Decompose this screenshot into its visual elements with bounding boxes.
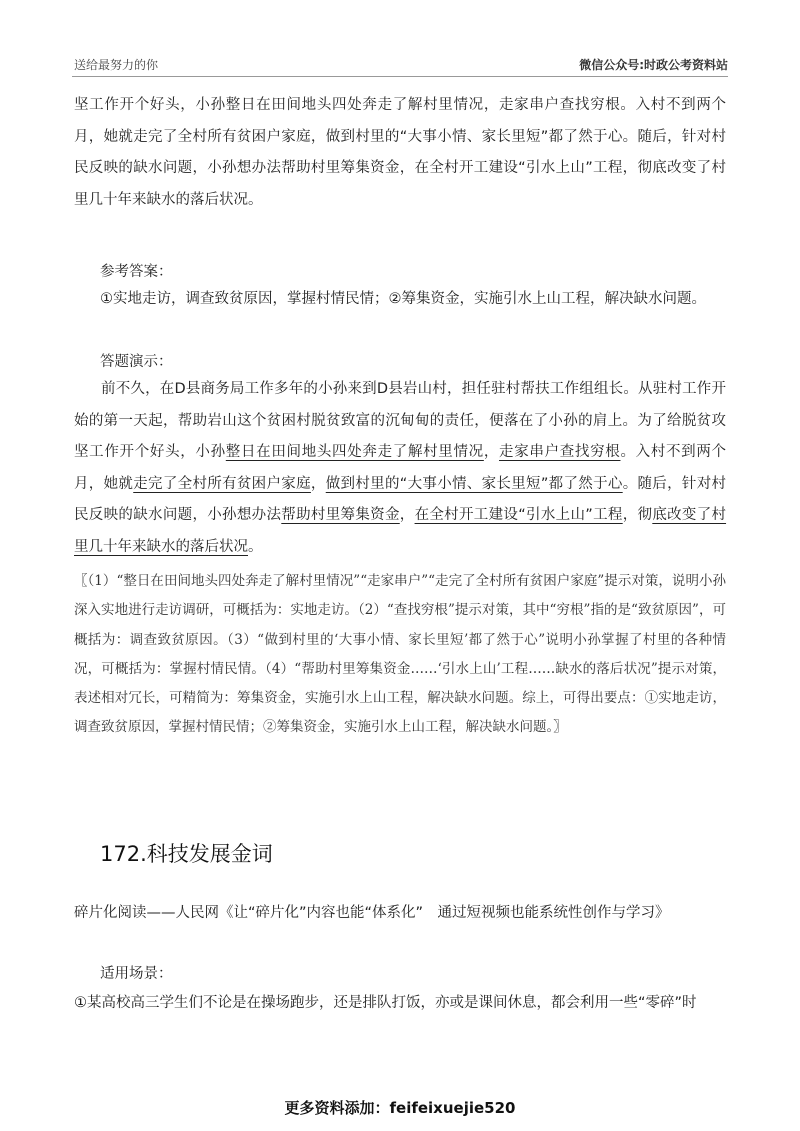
reference-label: 参考答案： (100, 264, 173, 280)
demo-paragraph (74, 374, 726, 563)
intro-paragraph: 坚工作开个好头，小孙整日在田间地头四处奔走了解村里情况，走家串户查找穷根。入村不到两个月，她就走完了全村所有贫困户家庭，做到村里的“大事小情、家长里短”都了然于心。随后，针对村民反映的缺水问题，小孙想办法帮助村里筹集资金，在全村开工建设“引水上山”工程，彻底改变了村里几十年来缺水的落后状况。 (74, 97, 726, 208)
demo-segment: ， (483, 444, 500, 460)
demo-segment: 。入村不到两个月，她就 (74, 444, 727, 492)
section-source: 碎片化阅读——人民网《让“碎片化”内容也能“体系化” 通过短视频也能系统性创作与学习》 (74, 905, 670, 921)
header-right-text: 微信公众号:时政公考资料站 (579, 58, 728, 72)
scene-text: ①某高校高三学生们不论是在操场跑步，还是排队打饭，亦或是课间休息，都会利用一些“零碎”时 (74, 995, 697, 1011)
demo-segment: 前不久，在D县商务局工作多年的小孙来到D县岩山村，担任驻村帮扶工作组组长。从驻村工作开始的第一天起，帮助岩山这个贫困村脱贫致富的沉甸甸的责任，便落在了小孙的肩上。为了给脱贫攻坚工作开个好头，小孙 (74, 381, 726, 460)
demo-underlined-segment: 走完了全村所有贫困户家庭 (133, 475, 311, 492)
header-left-text: 送给最努力的你 (74, 58, 159, 72)
demo-segment: 。 (248, 538, 263, 555)
demo-label: 答题演示： (100, 354, 173, 370)
demo-underlined-segment: 帮助村里筹集资金 (281, 507, 400, 523)
demo-underlined-segment: 做到村里的“大事小情、家长里短”都了然于心 (325, 475, 623, 492)
analysis-paragraph: 〖（1）“整日在田间地头四处奔走了解村里情况”“走家串户”“走完了全村所有贫困户家庭”提示对策，说明小孙深入实地进行走访调研，可概括为：实地走访。（2）“查找穷根”提示对策，其中“穷根”指的是“致贫原因”，可概括为：调查致贫原因。（3）“做到村里的‘大事小情、家长里短’都了然于心”说明小孙掌握了村里的各种情况，可概括为：掌握村情民情。（4）“帮助村里筹集资金……‘引水上山’工程……缺水的落后状况”提示对策，表述相对冗长，可精简为：筹集资金，实施引水上山工程，解决缺水问题。综上，可得出要点：①实地走访，调查致贫原因，掌握村情民情；②筹集资金，实施引水上山工程，解决缺水问题。〗 (74, 573, 726, 736)
demo-underlined-segment: 走家串户查找穷根 (499, 444, 621, 460)
demo-segment: 。随后，针对村民反映的缺水问题，小孙想办法 (74, 475, 727, 523)
demo-underlined-segment: 底改变了村里几十年来缺水的落后状况 (74, 507, 727, 555)
demo-underlined-segment: 在全村开工建设“引水上山”工程 (414, 507, 623, 523)
section-title: 172.科技发展金词 (100, 842, 273, 866)
reference-answer: ①实地走访，调查致贫原因，掌握村情民情；②筹集资金，实施引水上山工程，解决缺水问题。 (100, 291, 706, 307)
demo-segment: ， (399, 507, 415, 523)
demo-underlined-segment: 整日在田间地头四处奔走了解村里情况 (225, 444, 484, 460)
demo-segment: ， (310, 475, 326, 492)
demo-segment: ，彻 (622, 507, 653, 523)
scene-label: 适用场景： (100, 966, 173, 982)
footer-contact: 更多资料添加：feifeixuejie520 (284, 1099, 516, 1117)
header-divider (72, 76, 728, 77)
